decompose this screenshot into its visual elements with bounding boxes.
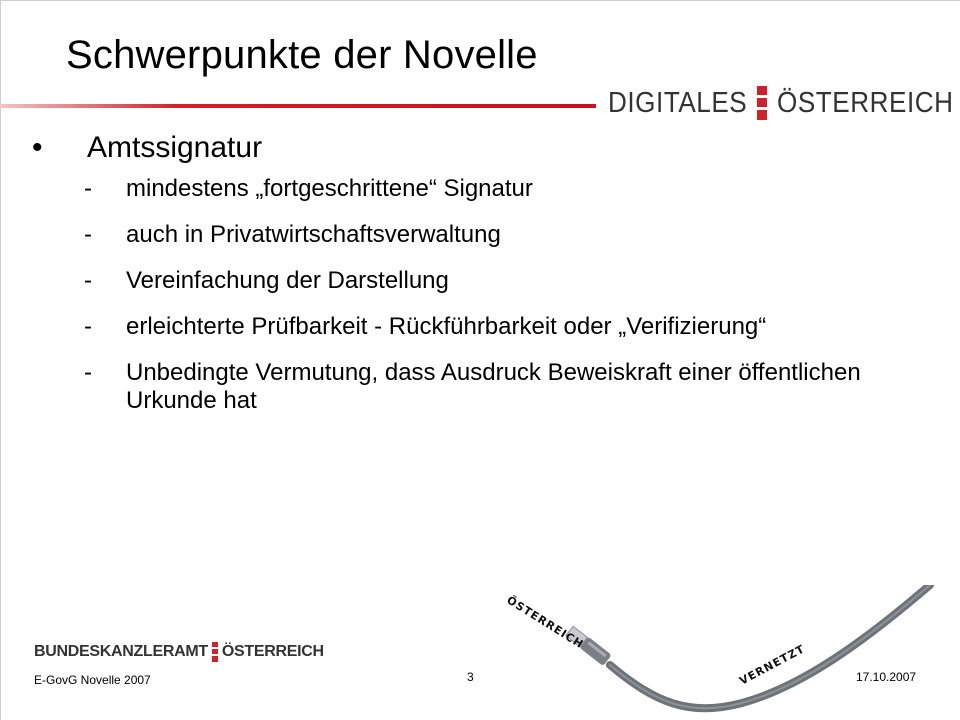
digitales-oesterreich-logo [608,86,960,120]
logo-word-oesterreich: ÖSTERREICH [776,86,954,119]
presentation-name: E-GovG Novelle 2007 [34,673,151,687]
slide-border-left [0,0,1,720]
slide-title: Schwerpunkte der Novelle [66,33,538,77]
bka-word-right: ÖSTERREICH [221,643,324,660]
sub-item-text: erleichterte Prüfbarkeit - Rückführbarkeit oder „Verifizierung“ [126,313,767,340]
bullet-heading-text: Amtssignatur [87,131,263,164]
sub-item [84,359,886,415]
sub-item-text: Vereinfachung der Darstellung [126,267,449,294]
graphic-label-vernetzt: VERNETZT [737,642,808,688]
sub-item-text: auch in Privatwirtschaftsverwaltung [126,221,501,248]
cable-icon [610,585,930,708]
slide-date: 17.10.2007 [856,670,917,684]
bullet-dot: • [32,131,43,164]
dash-marker: - [84,267,92,294]
dash-marker: - [84,359,92,386]
title-underline [0,104,596,108]
dash-marker: - [84,221,92,248]
slide-border-top [0,0,960,1]
dash-marker: - [84,175,92,202]
bka-word-left: BUNDESKANZLERAMT [34,643,208,660]
sub-item-list [84,175,884,433]
sub-item [84,313,786,341]
bullet-heading [32,131,262,165]
sub-item [84,267,884,295]
usb-cable-graphic [480,585,960,720]
sub-item-text: mindestens „fortgeschrittene“ Signatur [126,175,533,202]
logo-red-mark-icon [757,86,767,120]
graphic-label-oesterreich: ÖSTERREICH [504,593,587,652]
page-number: 3 [467,670,474,684]
sub-item [84,221,884,249]
dash-marker: - [84,313,92,340]
sub-item [84,175,884,203]
bundeskanzleramt-logo [34,642,324,662]
sub-item-text: Unbedingte Vermutung, dass Ausdruck Beweiskraft einer öffentlichen Urkunde hat [126,359,861,414]
logo-word-digitales: DIGITALES [608,86,748,119]
bka-red-mark-icon [212,642,218,662]
